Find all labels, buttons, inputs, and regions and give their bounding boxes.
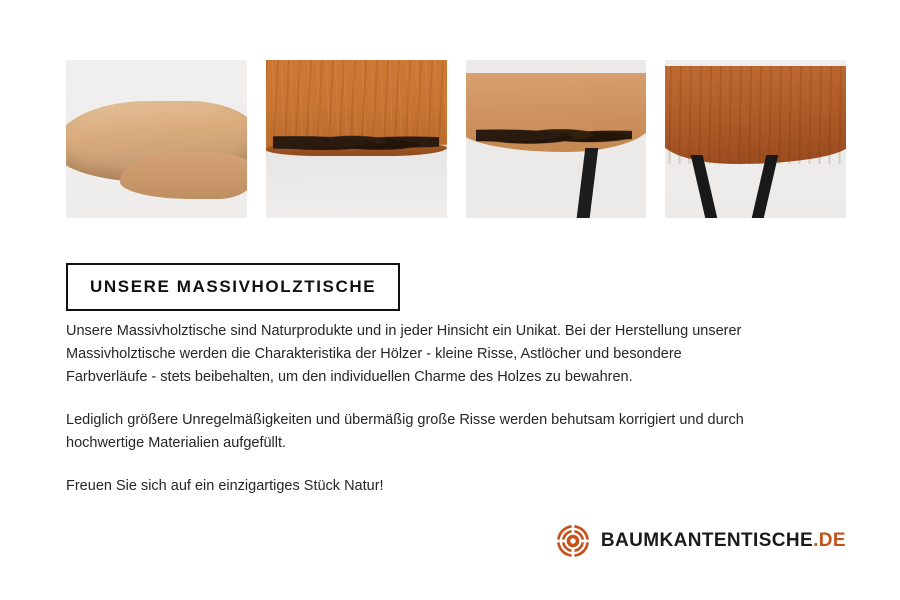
product-photo-1[interactable] xyxy=(66,60,247,218)
table-leg-right-shape xyxy=(752,155,779,218)
wood-crack-detail xyxy=(476,123,631,148)
page-title: UNSERE MASSIVHOLZTISCHE xyxy=(90,277,377,296)
paragraph-2: Lediglich größere Unregelmäßigkeiten und übermäßig große Risse werden behutsam korrigiert und durch hochwertige Materialien aufgefüllt. xyxy=(66,412,744,451)
paragraph-3: Freuen Sie sich auf ein einzigartiges Stück Natur! xyxy=(66,478,384,494)
wood-crack-detail xyxy=(273,130,439,155)
table-top-shape xyxy=(665,66,846,164)
brand-tld: .DE xyxy=(813,530,846,551)
table-leg-left-shape xyxy=(690,155,717,218)
product-photo-4[interactable] xyxy=(665,60,846,218)
product-photo-2[interactable] xyxy=(266,60,447,218)
brand-logo[interactable] xyxy=(556,524,846,558)
section-heading-box xyxy=(66,263,400,311)
product-photo-strip xyxy=(66,60,846,218)
brand-wordmark xyxy=(601,530,846,552)
product-photo-3[interactable] xyxy=(466,60,647,218)
table-leg-shape xyxy=(577,148,599,218)
body-copy xyxy=(66,320,766,498)
wood-slab-shadow xyxy=(120,152,247,199)
paragraph-1: Unsere Massivholztische sind Naturprodukte und in jeder Hinsicht ein Unikat. Bei der Herstellung unserer Massivholztische werden die Charakteristika der Hölzer - kleine Risse, Astlöcher und besondere Farbverläufe - stets beibehalten, um den individuellen Charme des Holzes zu bewahren. xyxy=(66,323,742,385)
logo-mark-icon xyxy=(556,524,590,558)
brand-name: BAUMKANTENTISCHE xyxy=(600,530,814,551)
